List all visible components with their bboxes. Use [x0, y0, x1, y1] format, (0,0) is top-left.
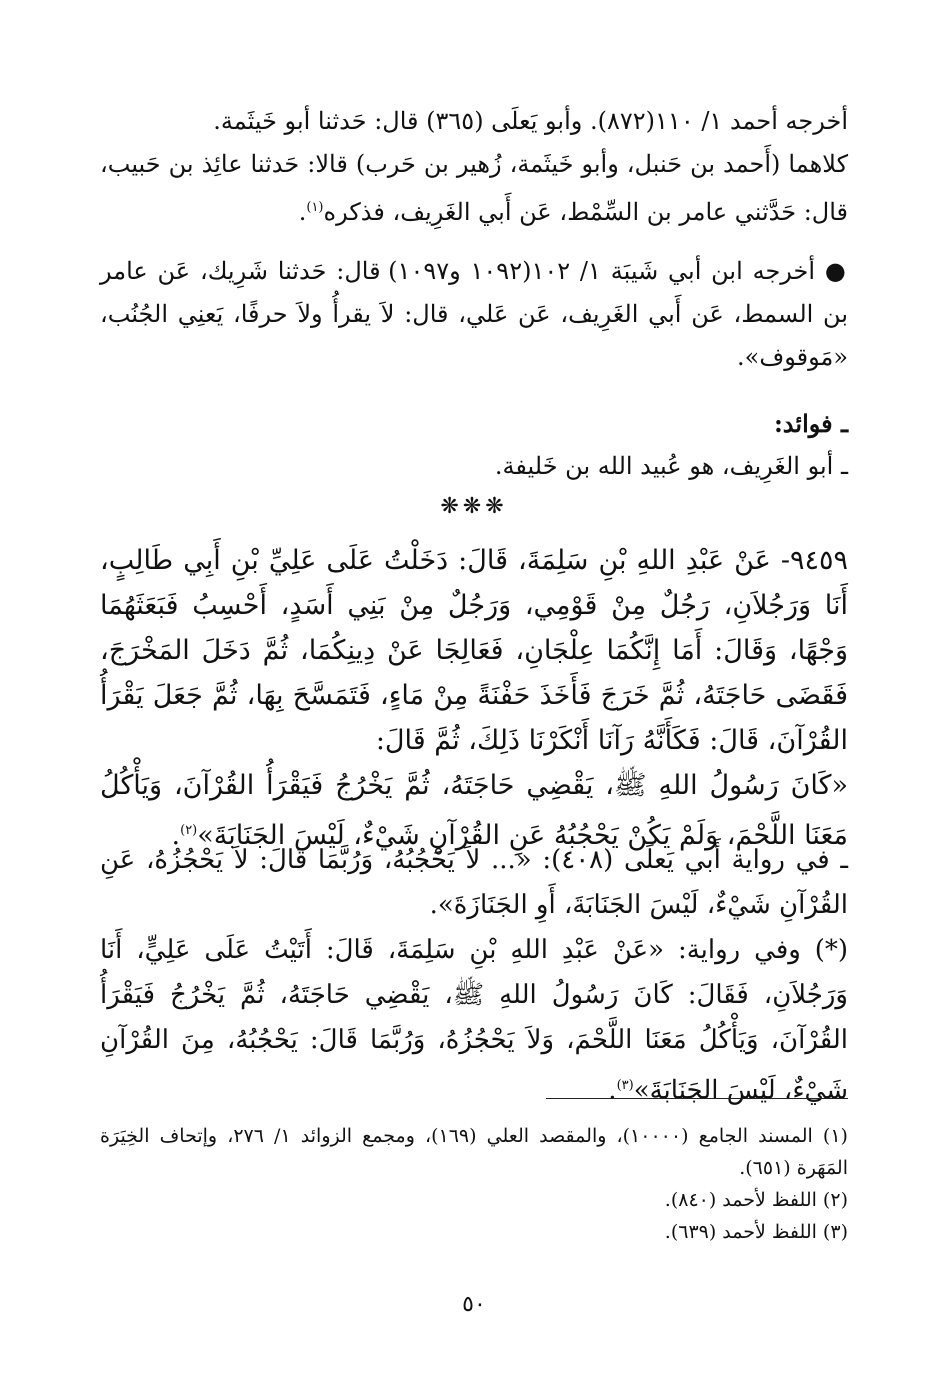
fawaid-heading: ـ فوائد: — [773, 409, 848, 438]
footnotes — [100, 1120, 848, 1248]
footnote-2: (٢) اللفظ لأحمد (٨٤٠). — [664, 1189, 848, 1211]
variant-riwaya — [100, 928, 848, 1114]
takhrij-line-2-text: كلاهما (أَحمد بن حَنبل، وأبو خَيثَمة، زُهير بن حَرب) قالا: حَدثنا عائِذ بن حَبيب، قال: حَدَّثني عامر بن السِّمْط، عَن أَبي الغَرِيف، فذكره — [100, 150, 848, 226]
footnote-3: (٣) اللفظ لأحمد (٦٣٩). — [664, 1221, 848, 1243]
variant-2-end: . — [608, 1075, 617, 1106]
footnote-ref-2: (٢) — [180, 823, 198, 838]
variant-abu-yala — [100, 838, 848, 928]
takhrij-paragraph-top — [100, 100, 848, 234]
variant-2 — [100, 928, 848, 1114]
takhrij-line-3 — [100, 250, 848, 379]
takhrij-paragraph-ibn-abi-shayba — [100, 250, 848, 379]
variant-1-text: ـ في رواية أَبي يَعلَى (٤٠٨): «... لاَ يَحْجُبُهُ، وَرُبَّمَا قَالَ: لاَ يَحْجُزُهُ، عَنِ القُرْآنِ شَيْءٌ، لَيْسَ الجَنَابَةَ، أَوِ الجَنَازَةَ». — [100, 845, 848, 920]
hadith-quote-end: . — [171, 820, 181, 851]
page-number: ٥٠ — [462, 1292, 486, 1317]
footnote-ref-1: (١) — [306, 200, 324, 215]
section-divider: ❋❋❋ — [440, 494, 508, 519]
takhrij-line-2 — [100, 143, 848, 234]
variant-2-text: (*) وفي رواية: «عَنْ عَبْدِ اللهِ بْنِ سَلِمَةَ، قَالَ: أَتَيْتُ عَلَى عَلِيٍّ، أَنَا وَرَجُلاَنِ، فَقَالَ: كَانَ رَسُولُ اللهِ ﷺ، يَقْضِي حَاجَتَهُ، ثُمَّ يَخْرُجُ فَيَقْرَأُ القُرْآنَ، وَيَأْكُلُ مَعَنَا اللَّحْمَ، وَلاَ يَحْجُزُهُ، وَرُبَّمَا قَالَ: يَحْجُبُهُ، مِنَ القُرْآنِ شَيْءٌ، لَيْسَ الجَنَابَةَ» — [100, 935, 848, 1106]
footnote-ref-3: (٣) — [616, 1078, 634, 1093]
bullet-icon: ● — [824, 257, 848, 285]
hadith-9459 — [100, 538, 848, 858]
hadith-quote-text: «كَانَ رَسُولُ اللهِ ﷺ، يَقْضِي حَاجَتَهُ، ثُمَّ يَخْرُجُ فَيَقْرَأُ القُرْآنَ، وَيَأْكُلُ مَعَنَا اللَّحْمَ، وَلَمْ يَكُنْ يَحْجُبُهُ عَنِ القُرْآنِ شَيْءٌ، لَيْسَ الجَنَابَةَ» — [100, 770, 848, 851]
fawaid-section — [100, 402, 848, 488]
fawaid-item: ـ أبو الغَرِيف، هو عُبيد الله بن خَليفة. — [494, 452, 848, 480]
footnote-1: (١) المسند الجامع (١٠٠٠٠)، والمقصد العلي (١٦٩)، ومجمع الزوائد ١/ ٢٧٦، وإتحاف الخِيَرَة المَهَرة (٦٥١). — [100, 1125, 848, 1179]
takhrij-line-2-end: . — [298, 198, 307, 226]
hadith-text: ٩٤٥٩- عَنْ عَبْدِ اللهِ بْنِ سَلِمَةَ، قَالَ: دَخَلْتُ عَلَى عَلِيِّ بْنِ أَبِي طَالِبٍ، أَنَا وَرَجُلاَنِ، رَجُلٌ مِنْ قَوْمِي، وَرَجُلٌ مِنْ بَنِي أَسَدٍ، أَحْسِبُ فَبَعَثَهُمَا وَجْهًا، وَقَالَ: أَمَا إِنَّكُمَا عِلْجَانِ، فَعَالِجَا عَنْ دِينِكُمَا، ثُمَّ دَخَلَ المَخْرَجَ، فَقَضَى حَاجَتَهُ، ثُمَّ خَرَجَ فَأَخَذَ حَفْنَةً مِنْ مَاءٍ، فَتَمَسَّحَ بِهَا، ثُمَّ جَعَلَ يَقْرَأُ القُرْآنَ، قَالَ: فَكَأَنَّهُ رَآنَا أَنْكَرْنَا ذَلِكَ، ثُمَّ قَالَ: — [100, 545, 848, 756]
footnote-separator — [546, 1098, 848, 1099]
takhrij-line-3-text: أخرجه ابن أبي شَيبَة ١/ ١٠٢(١٠٩٢ و١٠٩٧) قال: حَدثنا شَرِيك، عَن عامر بن السمط، عَن أَبي الغَرِيف، عَن عَلي، قال: لاَ يقرأُ ولاَ حرفًا، يَعنِي الجُنُب، «مَوقوف». — [100, 257, 848, 371]
takhrij-line-1: أخرجه أحمد ١/ ١١٠(٨٧٢). وأبو يَعلَى (٣٦٥) قال: حَدثنا أبو خَيثَمة. — [213, 107, 848, 135]
